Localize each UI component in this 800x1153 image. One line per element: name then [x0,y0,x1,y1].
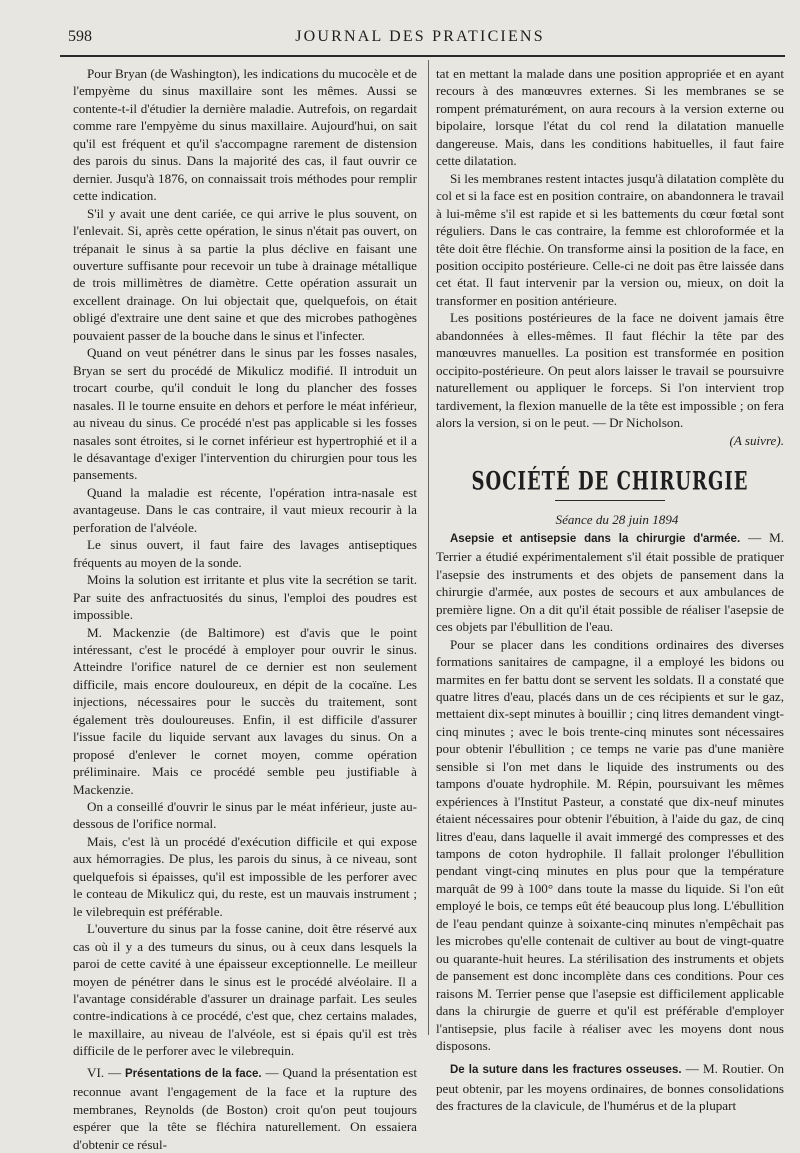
section-paragraph [436,1060,784,1114]
section-paragraph [436,529,784,636]
paragraph: Les positions postérieures de la face ne doivent jamais être abandonnées à elles-mêmes. Il faut fléchir la tête par des manœuvres manuelles. La position est transformée en position occipito-postérieure. On peut alors laisser le travail se poursuivre naturellement ou appliquer le forceps. Si l'on intervient trop tardivement, la flexion manuelle de la tête est impossible ; on fera alors la version, si on le peut. — Dr Nicholson. [436,310,784,431]
page-number: 598 [68,28,92,45]
paragraph: S'il y avait une dent cariée, ce qui arrive le plus souvent, on l'enlevait. Si, après cette opération, le sinus n'était pas ouvert, on trépanait le sinus à sa partie la plus déclive en faisant une ouverture suffisante pour recevoir un tube à drainage métallique de trois millimètres de diamètre. Cette opération assurait un excellent drainage. On lui objectait que, quelquefois, on était obligé d'extraire une dent saine et que des microbes pathogènes pouvaient passer de la bouche dans le sinus et l'infecter. [73,205,417,343]
section-text: — M. Routier. On peut obtenir, par les moyens ordinaires, de bonnes consolidations des fractures de la clavicule, de l'humérus et de la plupart [436,1061,784,1114]
paragraph: Moins la solution est irritante et plus vite la secrétion se tarit. Par suite des anfractuosités du sinus, l'emploi des poudres est impossible. [73,572,417,623]
paragraph: Quand on veut pénétrer dans le sinus par les fosses nasales, Bryan se sert du procédé de Mikulicz modifié. Il introduit un trocart courbe, qu'il conduit le long du plancher des fosses nasales. Il le tourne ensuite en dehors et perfore le méat inférieur, au niveau du sinus. Ce procédé n'est pas applicable si les fosses nasales sont étroites, si le cornet inférieur est hypertrophié et il a le désavantage d'exiger l'intervention du chirurgien pour tous les pansements. [73,345,417,483]
left-column [73,65,417,1153]
paragraph: Mais, c'est là un procédé d'exécution difficile et qui expose aux hémorragies. De plus, les parois du sinus, à ce niveau, sont quelquefois si épaisses, qu'il est impossible de les perforer avec le conteau de Mikulicz qui, du reste, est un mauvais instrument ; le vilebrequin est préférable. [73,833,417,919]
paragraph: Si les membranes restent intactes jusqu'à dilatation complète du col et si la face est en position contraire, on abandonnera le travail à lui-même s'il est rapide et si les battements du cœur fœtal sont réguliers. Dans le cas contraire, la femme est chloroformée et la tête doit être fléchie. On transforme ainsi la position de la face, en position occipito postérieure. Celle-ci ne doit pas être laissée dans cet état. Il faut intervenir par la version ou, mieux, on doit la transformer en position antérieure. [436,170,784,308]
paragraph: L'ouverture du sinus par la fosse canine, doit être réservé aux cas où il y a des tumeurs du sinus, ou à ceux dans lesquels la paroi de cette cavité à une épaisseur exceptionnelle. Le meilleur moyen de pénétrer dans le sinus est le procédé alvéolaire. Il a l'avantage considérable d'assurer un drainage parfait. Les seules contre-indications à ce procédé, c'est que, chez certains malades, le maxillaire, au niveau de l'alvéole, est si épais qu'il est très difficile de le perforer avec le vilebrequin. [73,921,417,1059]
paragraph: M. Mackenzie (de Baltimore) est d'avis que le point intéressant, c'est le procédé à employer pour ouvrir le sinus. Atteindre l'orifice naturel de ce dernier est non seulement difficile, mais encore douloureux, en dépit de la cocaïne. Les injections, nécessaires pour le succès du traitement, sont également très douloureuses. Enfin, il est difficile d'assurer l'issue facile du liquide servant aux lavages du sinus. On a proposé d'enlever le cornet moyen, comme opération préliminaire. Mais ce procédé semble peu justifiable à Mackenzie. [73,624,417,797]
right-column [436,65,784,1115]
section-number: VI. — [87,1064,125,1080]
section-text: — Quand la présentation est reconnue avant l'engagement de la face et la rupture des membranes, Reynolds (de Boston) croit qu'on peut toujours espérer que la tête se fléchira naturellement. On essaiera d'obtenir ce résul- [73,1064,417,1152]
page-header [60,28,780,50]
paragraph: Le sinus ouvert, il faut faire des lavages antiseptiques fréquents au moyen de la sonde. [73,537,417,570]
section-text: — M. Terrier a étudié expérimentalement s'il était possible de pratiquer l'asepsie des instruments et des objets de pansement dans la chirurgie d'armée, aux postes de secours et aux ambulances de première ligne. On a dit qu'il était possible de réaliser l'asepsie de ces objets par l'ébullition de l'eau. [436,529,784,635]
paragraph: Pour Bryan (de Washington), les indications du mucocèle et de l'empyème du sinus maxillaire sont les mêmes. Aussi se contente-t-il d'étudier la dernière maladie. Autrefois, on regardait comme rare l'empyème du sinus maxillaire. Aujourd'hui, on sait qu'il est fréquent et qu'il s'accompagne rarement de distension des parois du sinus. Dans la majorité des cas, il faut ouvrir ce dernier. Jusqu'à 1876, on connaissait trois méthodes pour remplir cette indication. [73,66,417,204]
paragraph: Pour se placer dans les conditions ordinaires des diverses formations sanitaires de campagne, il a employé les bidons ou marmites en fer battu dont se servent les soldats. Il a constaté que quatre litres d'eau, placés dans un de ces récipients et sur le gaz, mettaient dix-sept minutes à bouillir ; cinq litres demandent vingt-cinq minutes ; avec le bois trente-cinq minutes sont nécessaires pour obtenir l'ébullition ; ce temps ne varie pas d'une manière sensible si l'on met dans le liquide des instruments ou des tampons d'ouate hydrophile. M. Répin, poursuivant les mêmes expériences à l'Institut Pasteur, a constaté que dix-neuf minutes étaient nécessaires pour obtenir l'ébuition, à l'aide du gaz, de cinq litres d'eau, dans laquelle il avait immergé des compresses et des tampons de coton hydrophile. Il fallait prolonger l'ébullition pendant vingt-cinq minutes en plus pour que la température marquât de 99 à 100° dans toute la masse du liquide. Si l'on eût employé le bois, ce temps eût été beaucoup plus long. L'ébullition de l'eau pendant quinze à soixante-cinq minutes n'empêchait pas les microbes qu'elle contenait de cultiver au bout de vingt-quatre ou quarante-huit heures. La stérilisation des instruments et objets de pansement est donc incomplète dans ces conditions. Pour ces raisons M. Terrier pense que l'asepsie est difficilement applicable dans la chirurgie de guerre et qu'il est préférable d'employer l'antisepsie, plus facile à réaliser avec les moyens dont nous disposons. [436,636,784,1054]
paragraph: On a conseillé d'ouvrir le sinus par le méat inférieur, juste au-dessous de l'orifice normal. [73,799,417,832]
paragraph: Quand la maladie est récente, l'opération intra-nasale est avantageuse. Dans le cas contraire, il vaut mieux recourir à la perforation de l'alvéole. [73,484,417,535]
column-divider [428,60,429,1035]
session-date: Séance du 28 juin 1894 [555,512,679,528]
section-heading: Présentations de la face. [124,1067,262,1080]
header-rule [60,55,785,57]
paragraph: tat en mettant la malade dans une position appropriée et en ayant recours à des manœuvres externes. Si les membranes se se rompent prématurément, on aura recours à la version externe ou bipolaire, lorsque l'état du col rend la dilatation manuelle dangereuse. Mais, dans les conditions habituelles, il faut faire cette dilatation. [436,66,784,169]
title-rule [555,500,665,501]
society-title: SOCIÉTÉ DE CHIRURGIE [471,465,749,496]
section-heading: De la suture dans les fractures osseuses. [450,1064,682,1077]
section-heading: Asepsie et antisepsie dans la chirurgie d'armée. [450,532,741,545]
section-paragraph [73,1064,417,1153]
journal-title: JOURNAL DES PRATICIENS [295,28,545,45]
to-be-continued: (A suivre). [729,432,784,448]
